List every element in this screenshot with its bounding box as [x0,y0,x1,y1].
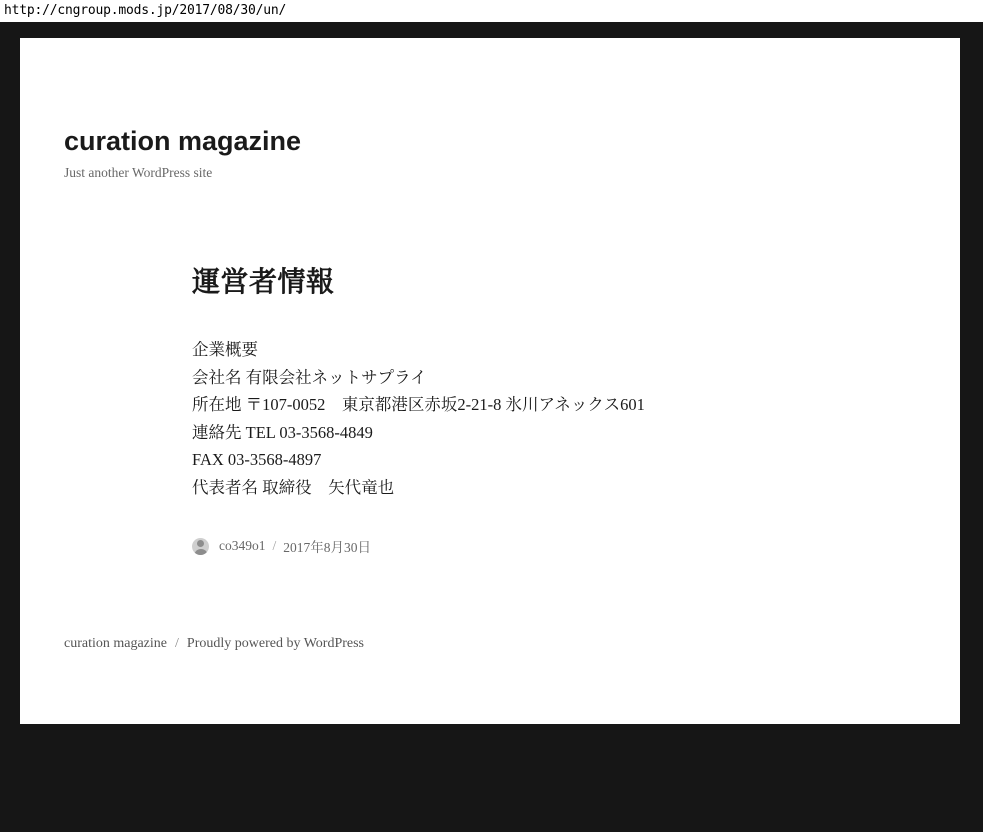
post-author[interactable]: co349o1 [219,538,266,553]
footer-separator: / [175,636,179,651]
content-line: 所在地 〒107-0052 東京都港区赤坂2-21-8 氷川アネックス601 [192,395,645,414]
address-bar-url: http://cngroup.mods.jp/2017/08/30/un/ [4,3,287,18]
meta-separator: / [272,538,277,553]
content-line: 会社名 有限会社ネットサプライ [192,367,427,387]
content-line: 連絡先 TEL 03-3568-4849 [192,422,373,442]
content-line: 企業概要 [192,340,258,359]
post-content [192,336,812,501]
site-title[interactable]: curation magazine [64,126,302,156]
web-page [20,38,960,724]
content-line: 代表者名 取締役 矢代竜也 [192,477,395,497]
site-description: Just another WordPress site [64,165,213,180]
post-article [192,260,812,556]
site-footer [64,636,364,652]
content-line: FAX 03-3568-4897 [192,450,322,469]
post-title: 運営者情報 [192,266,335,297]
post-meta [192,536,812,556]
footer-site-name-link[interactable]: curation magazine [64,636,168,651]
site-header [64,126,764,181]
address-bar[interactable] [0,0,983,22]
post-date[interactable]: 2017年8月30日 [283,540,372,555]
footer-wordpress-credit-link[interactable]: Proudly powered by WordPress [186,636,365,651]
user-avatar-icon [192,538,209,555]
